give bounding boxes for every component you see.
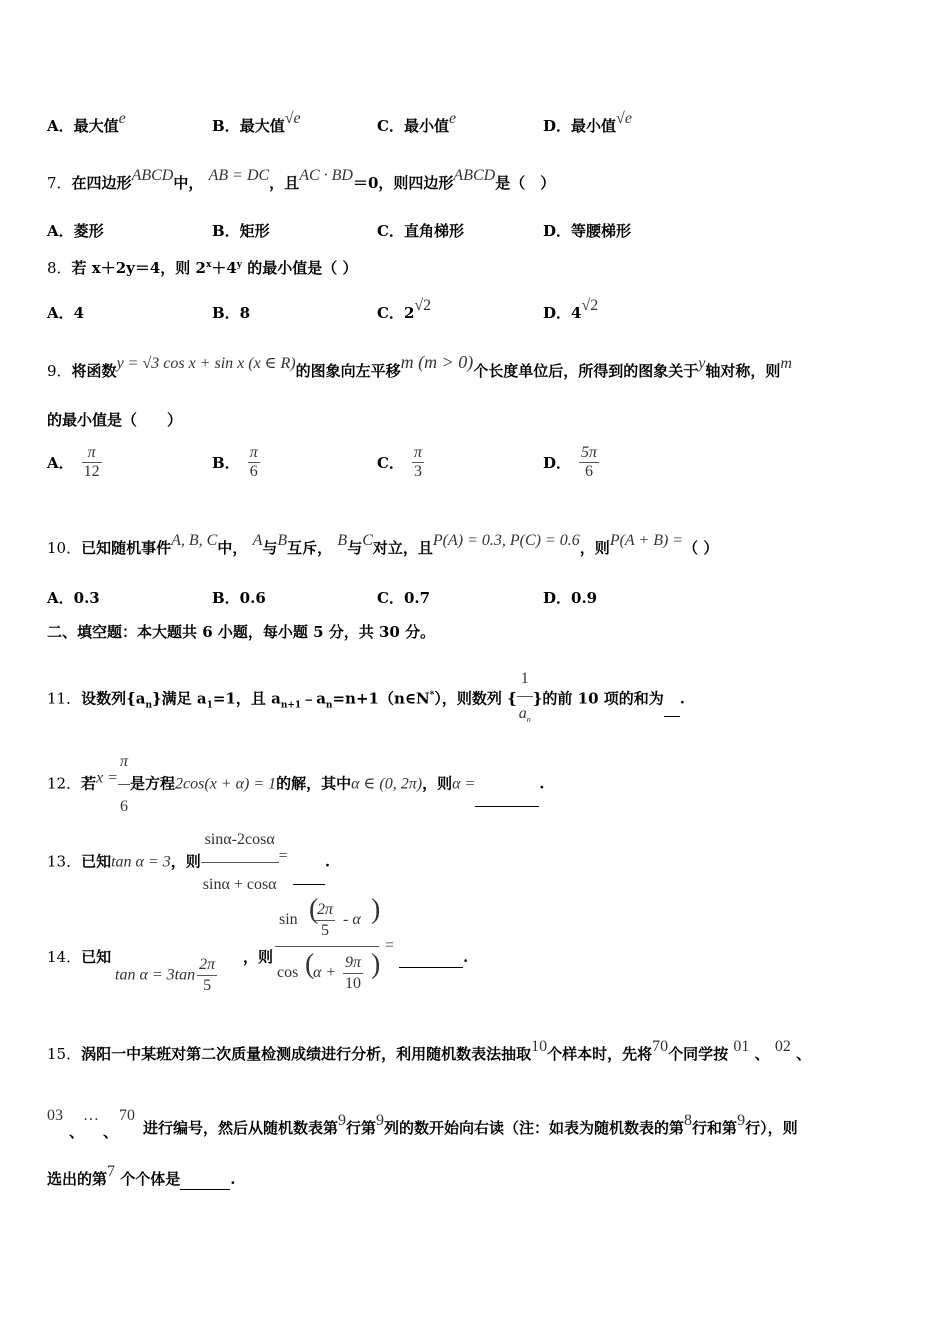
q7-option-b: B．矩形 [212, 222, 270, 240]
section-2-heading: 二、填空题：本大题共 6 小题，每小题 5 分，共 30 分。 [47, 623, 436, 641]
q6-option-a: A．最大值e [47, 110, 126, 135]
q8-option-d: D．4√2 [543, 297, 599, 322]
question-12: 12．若x = $\frac{\pi}{6}$ 是方程2cos(x + α) = 1的解，其中α ∈ (0, 2π)，则α = . [47, 740, 545, 829]
q6-option-b: B．最大值√e [212, 110, 301, 135]
q9-option-b: B． $\frac{\pi}{6}$ [212, 444, 258, 480]
q12-answer-blank[interactable] [475, 762, 539, 807]
q7-option-d: D．等腰梯形 [543, 222, 632, 240]
q8-option-a: A．4 [47, 304, 85, 322]
q10-option-c: C．0.7 [377, 589, 431, 607]
question-10: 10．已知随机事件A, B, C中， A与B互斥， B与C对立，且P(A) = 0.3, P(C) = 0.6，则P(A + B) =（ ） [47, 532, 719, 557]
q7-option-c: C．直角梯形 [377, 222, 464, 240]
q6-option-c: C．最小值e [377, 110, 457, 135]
question-13: 13．已知tan α = 3，则 $\frac{\sin\alpha-2\cos\alpha}{\sin\alpha + \cos\alpha}$ = . [47, 818, 330, 907]
question-15: 15．涡阳一中某班对第二次质量检测成绩进行分析，利用随机数表法抽取10个样本时，先将70个同学按 01 、 02 、 [47, 1038, 812, 1063]
q7-option-a: A．菱形 [47, 222, 104, 240]
question-8: 8．若 x＋2y＝4，则 $2^x+4^y$ 的最小值是（ ） [47, 259, 358, 277]
q9-option-a: A． $\frac{\pi}{12}$ [47, 444, 100, 480]
q8-option-b: B．8 [212, 304, 251, 322]
question-9-line-2: 的最小值是（ ） [47, 411, 183, 429]
q14-big-fraction: sin ( $\frac{2\pi}{5}$ - α ) cos ( α + $\frac{9\pi}{10}$ ) [275, 900, 379, 997]
q8-option-c: C．2√2 [377, 297, 432, 322]
question-11: 11．设数列$\{a_n\}$满足 $a_1=1$，且 $a_{n+1}﹣a_n=n+1(n\in N^*)$，则数列 { $\frac{1}{a_n}$ }的前 10 项的和为 . [47, 662, 685, 737]
question-7: 7．在四边形ABCD中， AB = DC，且AC · BD＝0，则四边形ABCD是（ ） [47, 167, 556, 192]
q10-option-d: D．0.9 [543, 589, 598, 607]
question-15-line-3: 选出的第7 个个体是 . [47, 1163, 236, 1188]
q14-answer-blank[interactable] [399, 947, 463, 968]
q10-option-b: B．0.6 [212, 589, 266, 607]
q6-option-d: D．最小值√e [543, 110, 632, 135]
q15-answer-blank[interactable] [180, 1169, 230, 1190]
question-9: 9．将函数y = √3 cos x + sin x (x ∈ R)的图象向左平移m (m > 0)个长度单位后，所得到的图象关于y轴对称，则m [47, 352, 792, 380]
q11-answer-blank[interactable] [664, 682, 680, 717]
q13-answer-blank[interactable] [293, 840, 325, 885]
q9-option-c: C． $\frac{\pi}{3}$ [377, 444, 422, 480]
q9-option-d: D． $\frac{5\pi}{6}$ [543, 444, 598, 480]
q10-option-a: A．0.3 [47, 589, 100, 607]
